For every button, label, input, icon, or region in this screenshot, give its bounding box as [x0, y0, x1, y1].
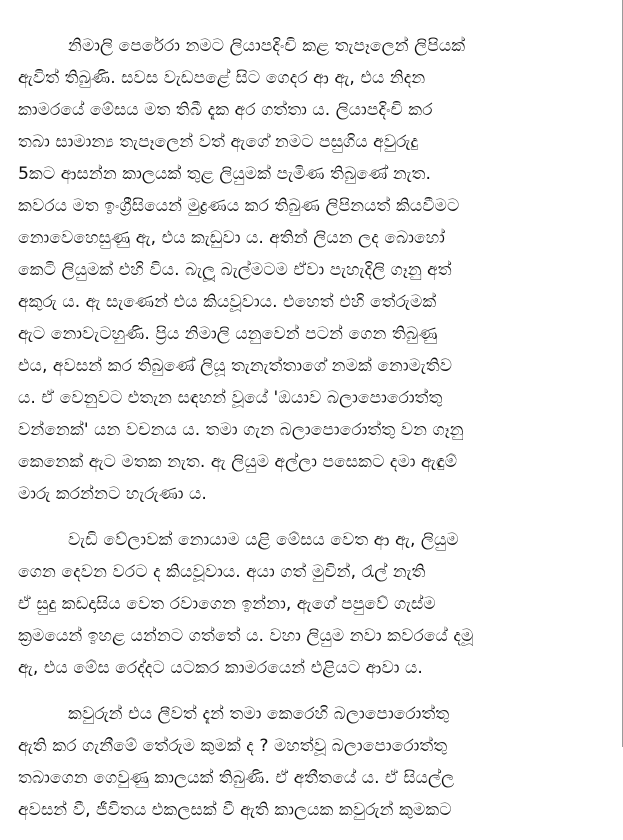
text-line: එය, අවසන් කර තිබුණේ ලියූ තැනැත්තාගේ නමක් නොමැතිව: [18, 356, 453, 376]
text-line: ඒ සුදු කඩදාසිය වෙත රවාගෙන ඉන්නා, ඇගේ පපුවේ ගැස්ම: [18, 594, 436, 614]
text-line: ඇති කර ගැනීමේ තේරුම කුමක් ද ? මහත්වූ බලාපොරොත්තු: [18, 736, 448, 756]
story-text: [18, 30, 598, 840]
text-line: ඇවිත් තිබුණි. සවස වැඩපළේ සිට ගෙදර ආ ඇ, එය නිදන: [18, 68, 426, 88]
text-line: ඇ, එය මේස රෙද්දට යටකර කාමරයෙන් එළියට ආවා ය.: [18, 658, 423, 678]
paragraph-2: [18, 524, 598, 684]
paragraph-3: [18, 698, 598, 826]
text-line: තබා සාමාන්‍ය තැපෑලෙන් වත් ඇගේ නමට පසුගිය අවුරුදු: [18, 132, 419, 152]
text-line: ය. ඒ වෙනුවට එතැන සඳහන් වූයේ 'ඔයාව බලාපොරොත්තු: [18, 388, 443, 408]
paragraph-1: [18, 30, 598, 510]
text-line: ගෙන දෙවන වරට ද කියවූවාය. අයා ගත් මුවින්, රැල් නැති: [18, 562, 426, 582]
text-line: කෙනෙක් ඇට මතක නැත. ඇ ලියුම අල්ලා පසෙකට දමා ඇඳුම්: [18, 452, 458, 472]
text-line: වන්නෙක්' යන වචනය ය. තමා ගැන බලාපොරොත්තු වන ගෑනු: [18, 420, 464, 440]
text-line: තබාගෙන ගෙවුණු කාලයක් තිබුණි. ඒ අතීතයේ ය. ඒ සියල්ල: [18, 768, 455, 788]
text-line: අවසන් වී, ජීවිතය එකලසක් වී ඇති කාලයක කවුරුන් කුමකට: [18, 800, 452, 820]
text-line: කවරය මත ඉංග්‍රීසියෙන් මුද්‍රණය කර තිබුණ ලිපිනයත් කියවීමට: [18, 196, 460, 216]
text-line: ඇට නොවැටහුණි. ප්‍රිය නිමාලි යනුවෙන් පටන් ගෙන තිබුණු: [18, 324, 438, 344]
text-line: නොවෙහෙසුණු ඇ, එය කැඩුවා ය. අතින් ලියන ලද බොහෝ: [18, 228, 445, 248]
text-line: කෙටි ලියුමක් එහි විය. බැලූ බැල්මටම ඒවා පැහැදිලි ගෑනු අත්: [18, 260, 452, 280]
text-line: අකුරු ය. ඇ සැණෙන් එය කියවූවාය. එහෙත් එහි තේරුමක්: [18, 292, 437, 312]
text-line: කාමරයේ මේසය මත තිබී දැක අර ගත්තා ය. ලියාපදිංචි කර: [18, 100, 433, 120]
text-line: 5කට ආසන්න කාලයක් තුළ ලියුමක් පැමිණ තිබුණේ නැත.: [18, 164, 432, 184]
text-line: වැඩි වේලාවක් නොයාම යළි මේසය වෙත ආ ඇ, ලියුම: [68, 530, 459, 550]
text-line: මාරු කරන්නට හැරුණා ය.: [18, 484, 207, 504]
text-line: කවුරුන් එය ලීවත් දැන් තමා කෙරෙහි බලාපොරොත්තු: [68, 704, 450, 724]
text-line: නිමාලි පෙරේරා නමට ලියාපදිංචි කළ තැපෑලෙන් ලිපියක්: [68, 36, 466, 56]
text-line: ක්‍රමයෙන් ඉහළ යන්නට ගත්තේ ය. වහා ලියුම නවා කවරයේ දමූ: [18, 626, 474, 646]
